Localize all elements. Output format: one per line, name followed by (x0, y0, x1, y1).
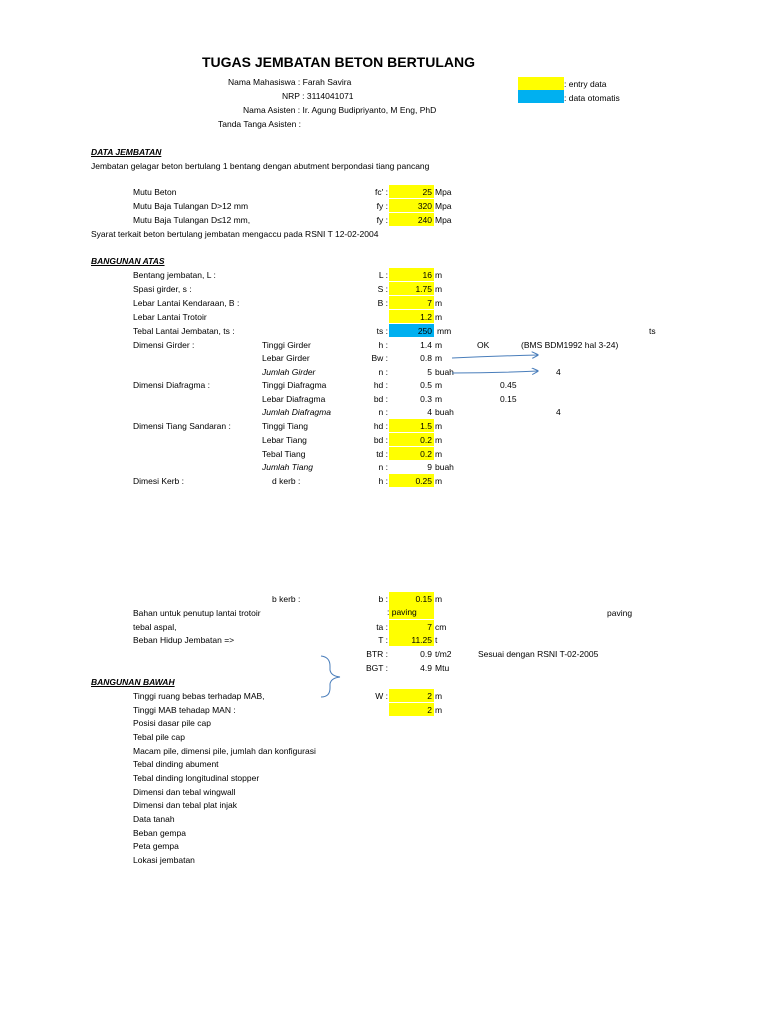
jumlah-girder-unit: buah (435, 367, 454, 377)
lebar-diafragma-unit: m (435, 394, 443, 404)
tebal-lantai-sym: ts : (376, 326, 388, 336)
tinggi-diafragma-calc: 0.45 (500, 380, 517, 390)
baja-d12-le-unit: Mpa (435, 215, 452, 225)
list-item: Posisi dasar pile cap (133, 718, 211, 728)
tebal-tiang-sym: td : (376, 449, 388, 459)
tinggi-girder-ref: (BMS BDM1992 hal 3-24) (521, 340, 619, 350)
bentang-value: 16 (422, 270, 432, 280)
lebar-diafragma-calc: 0.15 (500, 394, 517, 404)
aspal-label: tebal aspal, (133, 622, 177, 632)
tinggi-girder-unit: m (435, 340, 443, 350)
legend-entry-label: : entry data (564, 79, 607, 89)
tebal-tiang-label: Tebal Tiang (262, 449, 306, 459)
tinggi-tiang-label: Tinggi Tiang (262, 421, 308, 431)
lebar-trotoir-value: 1.2 (420, 312, 432, 322)
lebar-trotoir-label: Lebar Lantai Trotoir (133, 312, 207, 322)
mutu-beton-cell[interactable] (389, 185, 434, 198)
lebar-lantai-value: 7 (427, 298, 432, 308)
b-kerb-unit: m (435, 594, 443, 604)
beban-sym: T : (378, 635, 388, 645)
baja-d12-unit: Mpa (435, 201, 452, 211)
tinggi-tiang-cell[interactable] (389, 419, 434, 432)
tinggi-tiang-value: 1.5 (420, 421, 432, 431)
lebar-tiang-sym: bd : (373, 435, 388, 445)
spasi-unit: m (435, 284, 443, 294)
mab-man-label: Tinggi MAB tehadap MAN : (133, 705, 236, 715)
legend-otomatis-label: : data otomatis (564, 93, 620, 103)
tinggi-girder-value: 1.4 (420, 340, 432, 350)
list-item: Peta gempa (133, 841, 179, 851)
jumlah-tiang-label: Jumlah Tiang (262, 462, 313, 472)
list-item: Tebal pile cap (133, 732, 185, 742)
mab-man-value: 2 (427, 705, 432, 715)
d-kerb-sym: h : (378, 476, 388, 486)
lebar-diafragma-sym: bd : (373, 394, 388, 404)
list-item: Beban gempa (133, 828, 186, 838)
bgt-sym: BGT : (365, 663, 388, 673)
bentang-label: Bentang jembatan, L : (133, 270, 216, 280)
jumlah-girder-calc: 4 (556, 367, 561, 377)
penutup-label: Bahan untuk penutup lantai trotoir (133, 608, 261, 618)
lebar-trotoir-cell[interactable] (389, 310, 434, 323)
baja-d12-label: Mutu Baja Tulangan D>12 mm (133, 201, 249, 211)
d-kerb-value: 0.25 (415, 476, 432, 486)
lebar-lantai-sym: B : (377, 298, 388, 308)
list-item: Tebal dinding longitudinal stopper (133, 773, 260, 783)
mutu-beton-sym: fc' : (375, 187, 388, 197)
list-item: Tebal dinding abument (133, 759, 219, 769)
lebar-tiang-value: 0.2 (420, 435, 432, 445)
list-item: Lokasi jembatan (133, 855, 195, 865)
jumlah-girder-value: 5 (427, 367, 432, 377)
bentang-unit: m (435, 270, 443, 280)
arrow-icon (452, 371, 538, 373)
tebal-tiang-unit: m (435, 449, 443, 459)
legend-entry-swatch (518, 77, 564, 90)
aspal-cell[interactable] (389, 620, 434, 633)
ruang-bebas-cell[interactable] (389, 689, 434, 702)
mutu-beton-value: 25 (422, 187, 432, 197)
lebar-girder-unit: m (435, 353, 443, 363)
list-item: Dimensi dan tebal plat injak (133, 800, 237, 810)
jumlah-tiang-unit: buah (435, 462, 454, 472)
baja-d12-value: 320 (417, 201, 432, 211)
b-kerb-label: b kerb : (272, 594, 301, 604)
ruang-bebas-unit: m (435, 691, 443, 701)
jumlah-diafragma-value: 4 (427, 407, 432, 417)
lebar-tiang-label: Lebar Tiang (262, 435, 307, 445)
jumlah-diafragma-sym: n : (378, 407, 388, 417)
d-kerb-cell[interactable] (389, 474, 434, 487)
beban-label: Beban Hidup Jembatan => (133, 635, 235, 645)
baja-d12-le-sym: fy : (376, 215, 388, 225)
lebar-tiang-cell[interactable] (389, 433, 434, 446)
d-kerb-unit: m (435, 476, 443, 486)
btr-value: 0.9 (420, 649, 432, 659)
lebar-lantai-unit: m (435, 298, 443, 308)
lebar-diafragma-value: 0.3 (420, 394, 432, 404)
section-data-jembatan: DATA JEMBATAN (91, 147, 162, 157)
jumlah-girder-label: Jumlah Girder (262, 367, 316, 377)
aspal-unit: cm (435, 622, 447, 632)
mab-man-unit: m (435, 705, 443, 715)
ruang-bebas-sym: W : (375, 691, 388, 701)
spasi-cell[interactable] (389, 282, 434, 295)
tinggi-tiang-sym: hd : (373, 421, 388, 431)
bentang-sym: L : (378, 270, 388, 280)
tebal-lantai-value: 250 (417, 326, 432, 336)
tinggi-girder-sym: h : (378, 340, 388, 350)
tinggi-diafragma-unit: m (435, 380, 443, 390)
lebar-girder-value: 0.8 (420, 353, 432, 363)
tebal-lantai-label: Tebal Lantai Jembatan, ts : (133, 326, 235, 336)
tinggi-diafragma-label: Tinggi Diafragma (262, 380, 327, 390)
b-kerb-value: 0.15 (415, 594, 432, 604)
tinggi-diafragma-sym: hd : (373, 380, 388, 390)
btr-unit: t/m2 (435, 649, 452, 659)
list-item: Macam pile, dimensi pile, jumlah dan konfigurasi (133, 746, 316, 756)
spasi-sym: S : (377, 284, 388, 294)
lebar-lantai-cell[interactable] (389, 296, 434, 309)
bentang-cell[interactable] (389, 268, 434, 281)
btr-sym: BTR : (366, 649, 388, 659)
penutup-cell[interactable] (389, 605, 434, 619)
nama-asisten: Nama Asisten : Ir. Agung Budipriyanto, M Eng, PhD (243, 105, 437, 115)
aspal-sym: ta : (376, 622, 388, 632)
btr-note: Sesuai dengan RSNI T-02-2005 (478, 649, 599, 659)
lebar-tiang-unit: m (435, 435, 443, 445)
syarat-note: Syarat terkait beton bertulang jembatan mengaccu pada RSNI T 12-02-2004 (91, 229, 379, 239)
tebal-tiang-value: 0.2 (420, 449, 432, 459)
mutu-beton-unit: Mpa (435, 187, 452, 197)
girder-label: Dimensi Girder : (133, 340, 195, 350)
legend-otomatis-swatch (518, 90, 564, 103)
ruang-bebas-label: Tinggi ruang bebas terhadap MAB, (133, 691, 265, 701)
lebar-diafragma-label: Lebar Diafragma (262, 394, 326, 404)
ruang-bebas-value: 2 (427, 691, 432, 701)
beban-value: 11.25 (411, 635, 432, 645)
sandaran-label: Dimensi Tiang Sandaran : (133, 421, 231, 431)
baja-d12-cell[interactable] (389, 199, 434, 212)
jumlah-tiang-sym: n : (378, 462, 388, 472)
page-title: TUGAS JEMBATAN BETON BERTULANG (202, 54, 475, 70)
baja-d12-le-cell[interactable] (389, 213, 434, 226)
spasi-label: Spasi girder, s : (133, 284, 192, 294)
tinggi-tiang-unit: m (435, 421, 443, 431)
data-jembatan-desc: Jembatan gelagar beton bertulang 1 bentang dengan abutment berpondasi tiang pancang (91, 161, 430, 171)
jumlah-diafragma-calc: 4 (556, 407, 561, 417)
baja-d12-le-label: Mutu Baja Tulangan D≤12 mm, (133, 215, 251, 225)
tebal-lantai-unit: mm (437, 326, 452, 336)
arrow-icon (452, 355, 538, 358)
diafragma-label: Dimensi Diafragma : (133, 380, 210, 390)
tebal-lantai-extra: ts (649, 326, 656, 336)
lebar-girder-sym: Bw : (371, 353, 388, 363)
aspal-value: 7 (427, 622, 432, 632)
tinggi-girder-status: OK (477, 340, 490, 350)
jumlah-diafragma-label: Jumlah Diafragma (262, 407, 331, 417)
baja-d12-sym: fy : (376, 201, 388, 211)
lebar-trotoir-unit: m (435, 312, 443, 322)
beban-unit: t (435, 635, 438, 645)
bgt-value: 4.9 (420, 663, 432, 673)
mab-man-cell[interactable] (389, 703, 434, 716)
penutup-value: : paving (387, 607, 417, 617)
jumlah-diafragma-unit: buah (435, 407, 454, 417)
tebal-tiang-cell[interactable] (389, 447, 434, 460)
bgt-unit: Mtu (435, 663, 450, 673)
brace-icon (321, 656, 340, 697)
section-bangunan-bawah: BANGUNAN BAWAH (91, 677, 175, 687)
tinggi-girder-label: Tinggi Girder (262, 340, 311, 350)
jumlah-girder-sym: n : (378, 367, 388, 377)
nrp: NRP : 3114041071 (282, 91, 354, 101)
spasi-value: 1.75 (415, 284, 432, 294)
d-kerb-label: d kerb : (272, 476, 301, 486)
lebar-lantai-label: Lebar Lantai Kendaraan, B : (133, 298, 240, 308)
kerb-label: Dimesi Kerb : (133, 476, 185, 486)
jumlah-tiang-value: 9 (427, 462, 432, 472)
mutu-beton-label: Mutu Beton (133, 187, 177, 197)
list-item: Data tanah (133, 814, 175, 824)
tebal-lantai-cell (389, 324, 434, 337)
beban-cell[interactable] (389, 633, 434, 646)
tanda-tangan-asisten: Tanda Tanga Asisten : (218, 119, 302, 129)
penutup-extra: paving (607, 608, 633, 618)
nama-mahasiswa: Nama Mahasiswa : Farah Savira (228, 77, 352, 87)
b-kerb-cell[interactable] (389, 592, 434, 605)
baja-d12-le-value: 240 (417, 215, 432, 225)
lebar-girder-label: Lebar Girder (262, 353, 310, 363)
b-kerb-sym: b : (378, 594, 388, 604)
section-bangunan-atas: BANGUNAN ATAS (91, 256, 165, 266)
list-item: Dimensi dan tebal wingwall (133, 787, 236, 797)
tinggi-diafragma-value: 0.5 (420, 380, 432, 390)
